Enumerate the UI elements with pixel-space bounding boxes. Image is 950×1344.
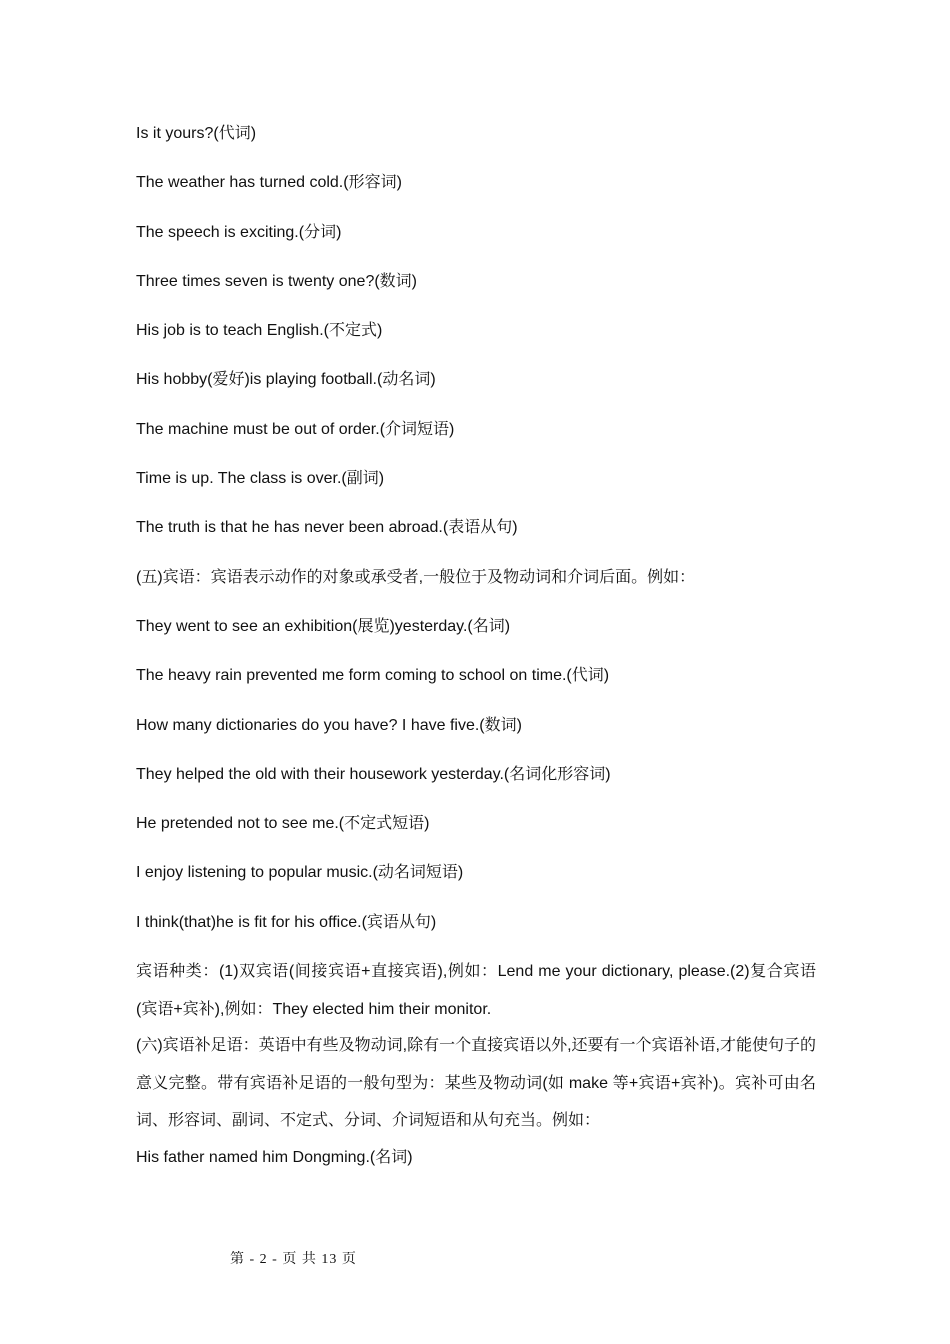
page-content (136, 121, 816, 1194)
sentence-line: How many dictionaries do you have? I have five.(数词) (136, 716, 522, 734)
sentence-line: The speech is exciting.(分词) (136, 223, 342, 241)
sentence-line: They helped the old with their housework yesterday.(名词化形容词) (136, 765, 611, 783)
sentence-line: The truth is that he has never been abroad.(表语从句) (136, 519, 518, 537)
sentence-line: I think(that)he is fit for his office.(宾语从句) (136, 913, 437, 931)
object-types-paragraph: 宾语种类：(1)双宾语(间接宾语+直接宾语),例如：Lend me your dictionary, please.(2)复合宾语(宾语+宾补),例如：They elected him their monitor. (136, 963, 816, 1018)
sentence-line: His hobby(爱好)is playing football.(动名词) (136, 371, 436, 389)
sentence-line: He pretended not to see me.(不定式短语) (136, 815, 430, 833)
sentence-line: The machine must be out of order.(介词短语) (136, 420, 455, 438)
object-complement-paragraph: (六)宾语补足语：英语中有些及物动词,除有一个直接宾语以外,还要有一个宾语补语,才能使句子的意义完整。带有宾语补足语的一般句型为：某些及物动词(如 make 等+宾语+宾补)。宾补可由名词、形容词、副词、不定式、分词、介词短语和从句充当。例如： (136, 1037, 816, 1130)
sentence-line: They went to see an exhibition(展览)yesterday.(名词) (136, 617, 511, 635)
sentence-line: The weather has turned cold.(形容词) (136, 174, 402, 192)
sentence-line: I enjoy listening to popular music.(动名词短语) (136, 864, 464, 882)
sentence-line: His father named him Dongming.(名词) (136, 1148, 413, 1166)
sentence-line: Is it yours?(代词) (136, 125, 257, 142)
sentence-line: The heavy rain prevented me form coming to school on time.(代词) (136, 667, 610, 685)
section-heading-object: (五)宾语：宾语表示动作的对象或承受者,一般位于及物动词和介词后面。例如： (136, 568, 696, 586)
sentence-line: His job is to teach English.(不定式) (136, 322, 383, 340)
sentence-line: Time is up. The class is over.(副词) (136, 470, 385, 488)
page-footer: 第 - 2 - 页 共 13 页 (230, 1252, 357, 1267)
sentence-line: Three times seven is twenty one?(数词) (136, 272, 417, 290)
